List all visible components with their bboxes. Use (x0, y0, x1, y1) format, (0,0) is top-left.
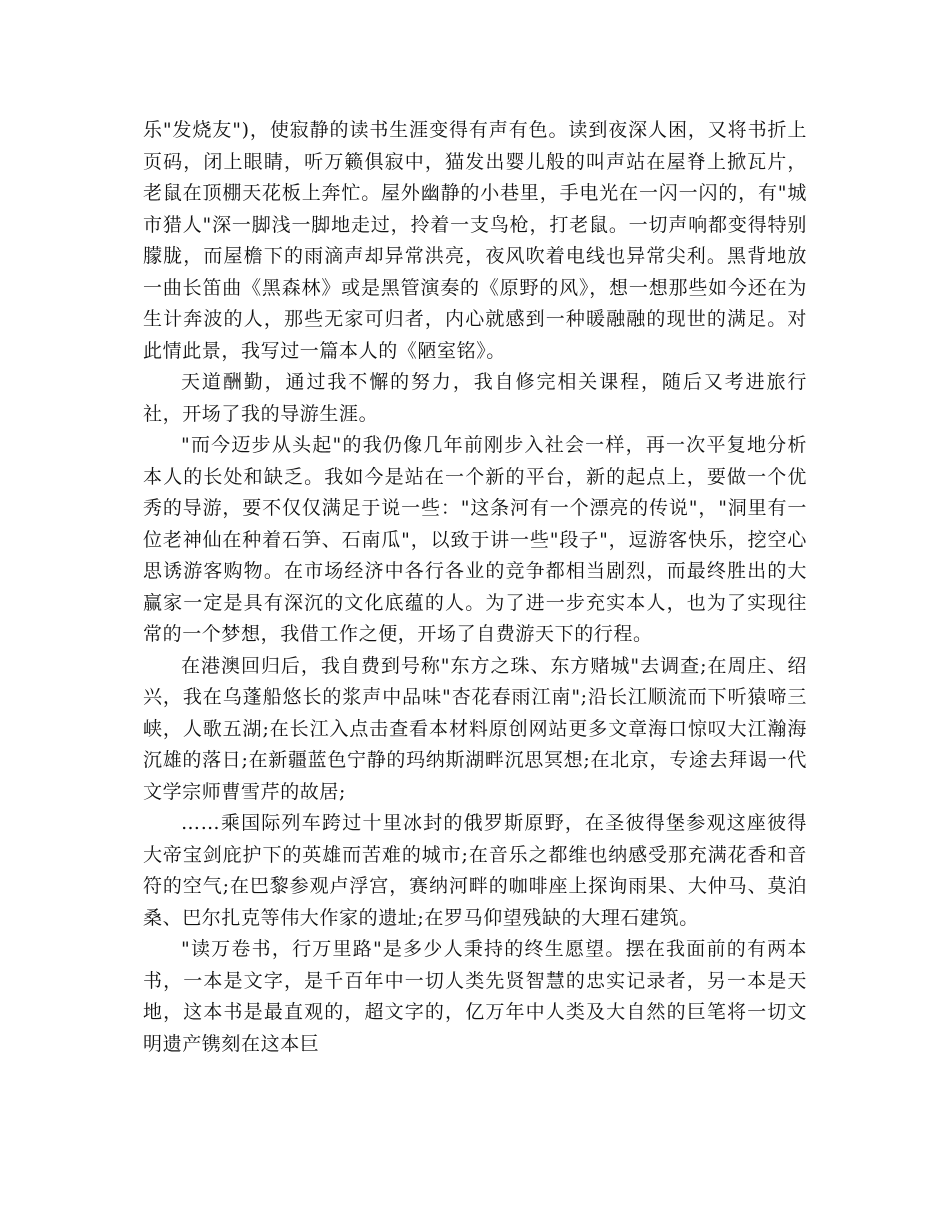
document-body (143, 115, 807, 1060)
paragraph-continuation: 乐"发烧友")，使寂静的读书生涯变得有声有色。读到夜深人困，又将书折上页码，闭上眼睛，听万籁俱寂中，猫发出婴儿般的叫声站在屋脊上掀瓦片，老鼠在顶棚天花板上奔忙。屋外幽静的小巷里，手电光在一闪一闪的，有"城市猎人"深一脚浅一脚地走过，拎着一支鸟枪，打老鼠。一切声响都变得特别朦胧，而屋檐下的雨滴声却异常洪亮，夜风吹着电线也异常尖利。黑背地放一曲长笛曲《黑森林》或是黑管演奏的《原野的风》，想一想那些如今还在为生计奔波的人，那些无家可归者，内心就感到一种暖融融的现世的满足。对此情此景，我写过一篇本人的《陋室铭》。 (143, 119, 807, 362)
paragraph: "而今迈步从头起"的我仍像几年前刚步入社会一样，再一次平复地分析本人的长处和缺乏。我如今是站在一个新的平台，新的起点上，要做一个优秀的导游，要不仅仅满足于说一些："这条河有一个漂亮的传说"，"洞里有一位老神仙在种着石笋、石南瓜"，以致于讲一些"段子"，逗游客快乐，挖空心思诱游客购物。在市场经济中各行各业的竞争都相当剧烈，而最终胜出的大赢家一定是具有深沉的文化底蕴的人。为了进一步充实本人，也为了实现往常的一个梦想，我借工作之便，开场了自费游天下的行程。 (143, 434, 807, 645)
paragraph: 天道酬勤，通过我不懈的努力，我自修完相关课程，随后又考进旅行社，开场了我的导游生涯。 (143, 371, 807, 425)
paragraph: ……乘国际列车跨过十里冰封的俄罗斯原野，在圣彼得堡参观这座彼得大帝宝剑庇护下的英雄而苦难的城市;在音乐之都维也纳感受那充满花香和音符的空气;在巴黎参观卢浮宫，赛纳河畔的咖啡座上探询雨果、大仲马、莫泊桑、巴尔扎克等伟大作家的遗址;在罗马仰望残缺的大理石建筑。 (143, 812, 807, 929)
paragraph: 在港澳回归后，我自费到号称"东方之珠、东方赌城"去调查;在周庄、绍兴，我在乌蓬船悠长的浆声中品味"杏花春雨江南";沿长江顺流而下听猿啼三峡，人歌五湖;在长江入点击查看本材料原创网站更多文章海口惊叹大江瀚海沉雄的落日;在新疆蓝色宁静的玛纳斯湖畔沉思冥想;在北京，专途去拜谒一代文学宗师曹雪芹的故居; (143, 654, 807, 803)
paragraph: "读万卷书，行万里路"是多少人秉持的终生愿望。摆在我面前的有两本书，一本是文字，是千百年中一切人类先贤智慧的忠实记录者，另一本是天地，这本书是最直观的，超文字的，亿万年中人类及大自然的巨笔将一切文明遗产镌刻在这本巨 (143, 938, 807, 1055)
